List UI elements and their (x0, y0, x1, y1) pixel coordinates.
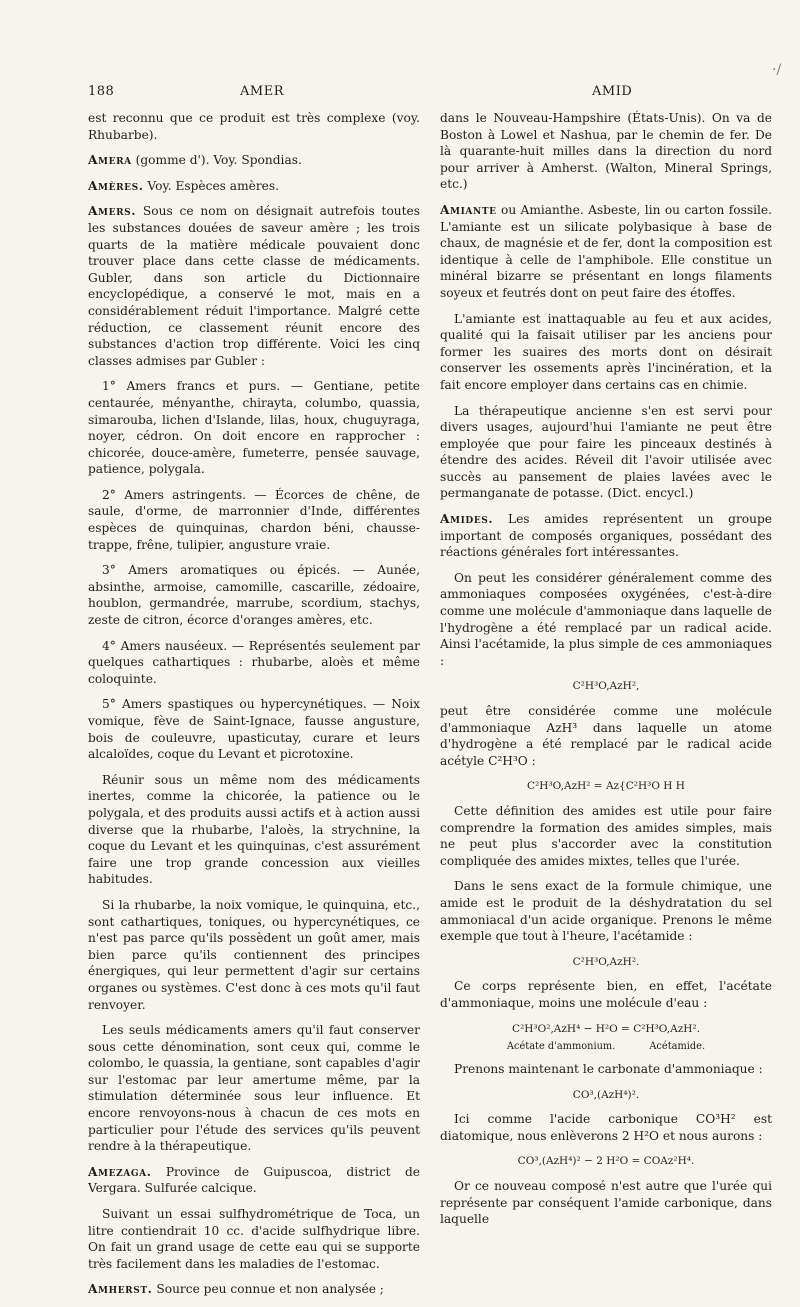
entry-text: Voy. Espèces amères. (143, 178, 280, 193)
corner-mark: ·/ (772, 62, 782, 78)
headword: Amezaga. (88, 1164, 152, 1179)
headword: Amides. (440, 512, 494, 527)
entry-amherst (88, 1281, 420, 1298)
paragraph: 3° Amers aromatiques ou épicés. — Aunée, absinthe, armoise, camomille, cascarille, zédoaire, houblon, germandrée, marrube, scordium, stachys, zeste de citron, écorce d'oranges amères, etc. (88, 563, 420, 628)
left-column (88, 110, 420, 1307)
entry-amides (440, 511, 772, 561)
right-column (440, 110, 772, 1237)
formula: C²H³O²,AzH⁴ − H²O = C²H³O,AzH². (512, 1022, 700, 1035)
paragraph: 1° Amers francs et purs. — Gentiane, petite centaurée, ményanthe, chirayta, columbo, quassia, simarouba, lichen d'Islande, lilas, houx, chuguyraga, noyer, cédron. On doit encore en rapprocher : chicorée, douce-amère, fumeterre, pensée sauvage, patience, polygala. (88, 379, 420, 477)
running-head-right: AMID (592, 84, 633, 99)
paragraph: Suivant un essai sulfhydrométrique de Toca, un litre contiendrait 10 cc. d'acide sulfhydrique libre. On fait un grand usage de cette eau qui se supporte très facilement dans les maladies de l'estomac. (88, 1207, 420, 1271)
paragraph: On peut les considérer généralement comme des ammoniaques composées oxygénées, c'est-à-dire comme une molécule d'ammoniaque dans laquelle de l'hydrogène a été remplacé par un radical acide. Ainsi l'acétamide, la plus simple de ces ammoniaques : (440, 570, 772, 668)
entry-text: Les amides représentent un groupe important de composés organiques, possédant des réactions générales fort intéressantes. (440, 512, 772, 560)
paragraph: 5° Amers spastiques ou hypercynétiques. — Noix vomique, fève de Saint-Ignace, fausse angusture, bois de couleuvre, upasticutay, curare et leurs alcaloïdes, coque du Levant et picrotoxine. (88, 697, 420, 762)
headword: Amera (88, 153, 132, 168)
formula: CO³,(AzH⁴)² − 2 H²O = COAz²H⁴. (517, 1155, 695, 1168)
formula: CO³,(AzH⁴)². (572, 1088, 640, 1101)
page-number: 188 (88, 84, 115, 99)
formula: C²H³O,AzH². (572, 955, 640, 968)
paragraph: 2° Amers astringents. — Écorces de chêne, de saule, d'orme, de marronnier d'Inde, différentes espèces de quinquinas, chardon béni, chausse-trappe, frêne, tulipier, angusture vraie. (88, 487, 420, 552)
paragraph: Cette définition des amides est utile pour faire comprendre la formation des amides simples, mais ne peut plus s'accorder avec la constitution compliquée des amides mixtes, telles que l'urée. (440, 803, 772, 868)
entry-amera (88, 152, 420, 169)
paragraph: Prenons maintenant le carbonate d'ammoniaque : (454, 1062, 763, 1077)
paragraph: Or ce nouveau composé n'est autre que l'urée qui représente par conséquent l'amide carbonique, dans laquelle (440, 1179, 772, 1227)
headword: Amères. (88, 178, 144, 193)
paragraph: L'amiante est inattaquable au feu et aux acides, qualité qui la faisait utiliser par les anciens pour former les suaires des morts dont on désirait conserver les ossements après l'incinération, et la fait encore employer dans certains cas en chimie. (440, 311, 772, 392)
paragraph: dans le Nouveau-Hampshire (États-Unis). On va de Boston à Lowel et Nashua, par le chemin de fer. De là quarante-huit milles dans la direction du nord pour arriver à Amherst. (Walton, Mineral Springs, etc.) (440, 111, 772, 192)
paragraph: est reconnu que ce produit est très complexe (voy. Rhubarbe). (88, 111, 420, 142)
paragraph: Si la rhubarbe, la noix vomique, le quinquina, etc., sont cathartiques, toniques, ou hypercynétiques, ce n'est pas parce qu'ils possèdent un goût amer, mais bien parce qu'ils contiennent des principes énergiques, qui leur permettent d'agir sur certains organes ou systèmes. C'est donc à ces mots qu'il faut renvoyer. (88, 897, 420, 1012)
headword: Amers. (88, 204, 137, 219)
paragraph: Dans le sens exact de la formule chimique, une amide est le produit de la déshydratation du sel ammoniacal d'un acide organique. Prenons le même exemple que tout à l'heure, l'acétamide : (440, 879, 772, 944)
entry-text: Source peu connue et non analysée ; (152, 1282, 384, 1297)
paragraph: Les seuls médicaments amers qu'il faut conserver sous cette dénomination, sont ceux qui, comme le colombo, le quassia, la gentiane, sont capables d'agir sur l'estomac par leur amertume même, par la stimulation déterminée sous leur influence. Et encore renvoyons-nous à chacun de ces mots en particulier pour l'étude des services qu'ils peuvent rendre à la thérapeutique. (88, 1023, 420, 1154)
headword: Amiante (440, 202, 497, 217)
formula: C²H³O,AzH², (572, 680, 640, 693)
paragraph: La thérapeutique ancienne s'en est servi pour divers usages, aujourd'hui l'amiante ne peut être employée que pour faire les pinceaux destinés à étendre des acides. Réveil dit l'avoir utilisée avec succès au pansement de plaies lavées avec le permanganate de potasse. (Dict. encycl.) (440, 403, 772, 501)
entry-ameres (88, 178, 420, 195)
running-head-left: AMER (240, 84, 284, 99)
entry-text: Sous ce nom on désignait autrefois toutes les substances douées de saveur amère ; les trois quarts de la matière médicale pouvaient donc trouver place dans cette classe de médicaments. Gubler, dans son article du Dictionnaire encyclopédique, a conservé le mot, mais en a considérablement réduit l'importance. Malgré cette réduction, ce classement réunit encore des substances d'action trop différente. Voici les cinq classes admises par Gubler : (88, 204, 420, 368)
paragraph: Ici comme l'acide carbonique CO³H² est diatomique, nous enlèverons 2 H²O et nous aurons : (440, 1112, 772, 1143)
formula: C²H³O,AzH² = Az{C²H³O H H (527, 780, 685, 793)
formula-labels (440, 1041, 772, 1053)
formula-label: Acétate d'ammonium. (506, 1041, 616, 1053)
formula-label: Acétamide. (649, 1041, 706, 1053)
entry-text: Province de Guipuscoa, district de Vergara. Sulfurée calcique. (88, 1164, 420, 1196)
entry-text: ou Amianthe. Asbeste, lin ou carton fossile. L'amiante est un silicate polybasique à base de chaux, de magnésie et de fer, dont la composition est identique à celle de l'amphibole. Elle constitue un minéral bizarre se présentant en longs filaments soyeux et feutrés dont on peut faire des étoffes. (440, 202, 772, 300)
entry-amezaga (88, 1164, 420, 1197)
entry-text: (gomme d'). Voy. Spondias. (131, 153, 302, 168)
headword: Amherst. (88, 1282, 153, 1297)
paragraph: 4° Amers nauséeux. — Représentés seulement par quelques cathartiques : rhubarbe, aloès et même coloquinte. (88, 638, 420, 686)
entry-amers (88, 203, 420, 369)
paragraph: Réunir sous un même nom des médicaments inertes, comme la chicorée, la patience ou le polygala, et des produits aussi actifs et à action aussi diverse que la rhubarbe, l'aloès, la strychnine, la coque du Levant et les quinquinas, c'est assurément faire une trop grande concession aux vieilles habitudes. (88, 772, 420, 887)
entry-amiante (440, 202, 772, 302)
paragraph: peut être considérée comme une molécule d'ammoniaque AzH³ dans laquelle un atome d'hydrogène a été remplacé par le radical acide acétyle C²H³O : (440, 704, 772, 768)
paragraph: Ce corps représente bien, en effet, l'acétate d'ammoniaque, moins une molécule d'eau : (440, 979, 772, 1010)
